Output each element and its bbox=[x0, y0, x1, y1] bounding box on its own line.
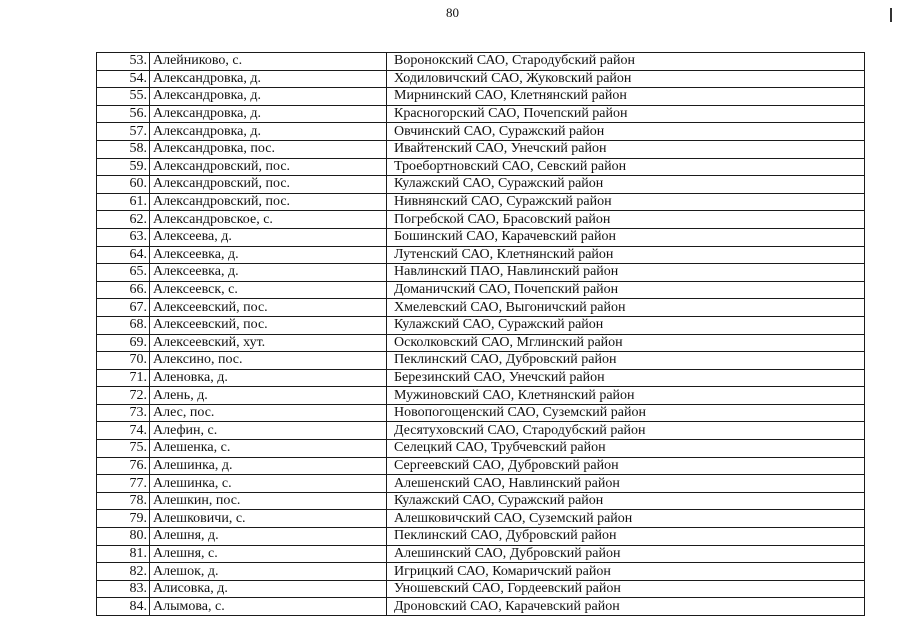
administrative-unit: Алешенский САО, Навлинский район bbox=[387, 475, 865, 493]
row-number: 82. bbox=[97, 563, 150, 581]
row-number: 74. bbox=[97, 422, 150, 440]
administrative-unit: Ходиловичский САО, Жуковский район bbox=[387, 70, 865, 88]
administrative-unit: Алешинский САО, Дубровский район bbox=[387, 545, 865, 563]
row-number: 77. bbox=[97, 475, 150, 493]
row-number: 67. bbox=[97, 299, 150, 317]
settlement-name: Алексеевск, с. bbox=[150, 281, 387, 299]
table-row bbox=[97, 140, 865, 158]
row-number: 72. bbox=[97, 387, 150, 405]
table-row bbox=[97, 264, 865, 282]
administrative-unit: Пеклинский САО, Дубровский район bbox=[387, 528, 865, 546]
administrative-unit: Селецкий САО, Трубчевский район bbox=[387, 440, 865, 458]
administrative-unit: Сергеевский САО, Дубровский район bbox=[387, 457, 865, 475]
settlement-name: Алешинка, с. bbox=[150, 475, 387, 493]
row-number: 65. bbox=[97, 264, 150, 282]
row-number: 83. bbox=[97, 580, 150, 598]
administrative-unit: Хмелевский САО, Выгоничский район bbox=[387, 299, 865, 317]
table-row bbox=[97, 105, 865, 123]
page-number: 80 bbox=[446, 5, 459, 20]
row-number: 61. bbox=[97, 193, 150, 211]
row-number: 54. bbox=[97, 70, 150, 88]
table-row bbox=[97, 316, 865, 334]
row-number: 73. bbox=[97, 404, 150, 422]
administrative-unit: Навлинский ПАО, Навлинский район bbox=[387, 264, 865, 282]
settlement-name: Алефин, с. bbox=[150, 422, 387, 440]
row-number: 68. bbox=[97, 316, 150, 334]
table-row bbox=[97, 70, 865, 88]
settlement-table-body bbox=[97, 53, 865, 616]
administrative-unit: Дроновский САО, Карачевский район bbox=[387, 598, 865, 616]
table-row bbox=[97, 598, 865, 616]
row-number: 59. bbox=[97, 158, 150, 176]
table-row bbox=[97, 211, 865, 229]
table-row bbox=[97, 475, 865, 493]
administrative-unit: Осколковский САО, Мглинский район bbox=[387, 334, 865, 352]
table-row bbox=[97, 369, 865, 387]
scan-margin-mark bbox=[890, 8, 892, 22]
table-row bbox=[97, 580, 865, 598]
administrative-unit: Уношевский САО, Гордеевский район bbox=[387, 580, 865, 598]
table-row bbox=[97, 123, 865, 141]
settlement-name: Алешинка, д. bbox=[150, 457, 387, 475]
settlement-name: Александровский, пос. bbox=[150, 193, 387, 211]
table-row bbox=[97, 457, 865, 475]
settlement-name: Алисовка, д. bbox=[150, 580, 387, 598]
row-number: 56. bbox=[97, 105, 150, 123]
settlement-name: Алексеевский, пос. bbox=[150, 299, 387, 317]
row-number: 62. bbox=[97, 211, 150, 229]
administrative-unit: Мирнинский САО, Клетнянский район bbox=[387, 88, 865, 106]
administrative-unit: Мужиновский САО, Клетнянский район bbox=[387, 387, 865, 405]
table-row bbox=[97, 228, 865, 246]
row-number: 76. bbox=[97, 457, 150, 475]
settlement-name: Алешня, д. bbox=[150, 528, 387, 546]
settlement-name: Алексеевка, д. bbox=[150, 246, 387, 264]
administrative-unit: Лутенский САО, Клетнянский район bbox=[387, 246, 865, 264]
row-number: 64. bbox=[97, 246, 150, 264]
settlement-table bbox=[96, 52, 865, 616]
settlement-name: Александровский, пос. bbox=[150, 158, 387, 176]
administrative-unit: Погребской САО, Брасовский район bbox=[387, 211, 865, 229]
settlement-name: Александровский, пос. bbox=[150, 176, 387, 194]
table-row bbox=[97, 510, 865, 528]
administrative-unit: Десятуховский САО, Стародубский район bbox=[387, 422, 865, 440]
table-row bbox=[97, 53, 865, 71]
administrative-unit: Бошинский САО, Карачевский район bbox=[387, 228, 865, 246]
settlement-name: Алешковичи, с. bbox=[150, 510, 387, 528]
settlement-name: Алешенка, с. bbox=[150, 440, 387, 458]
administrative-unit: Троебортновский САО, Севский район bbox=[387, 158, 865, 176]
administrative-unit: Овчинский САО, Суражский район bbox=[387, 123, 865, 141]
settlement-name: Алень, д. bbox=[150, 387, 387, 405]
administrative-unit: Березинский САО, Унечский район bbox=[387, 369, 865, 387]
table-row bbox=[97, 404, 865, 422]
settlement-name: Алексеева, д. bbox=[150, 228, 387, 246]
row-number: 66. bbox=[97, 281, 150, 299]
row-number: 70. bbox=[97, 352, 150, 370]
settlement-name: Александровское, с. bbox=[150, 211, 387, 229]
row-number: 57. bbox=[97, 123, 150, 141]
administrative-unit: Воронокский САО, Стародубский район bbox=[387, 53, 865, 71]
row-number: 63. bbox=[97, 228, 150, 246]
administrative-unit: Алешковичский САО, Суземский район bbox=[387, 510, 865, 528]
administrative-unit: Кулажский САО, Суражский район bbox=[387, 492, 865, 510]
settlement-name: Александровка, д. bbox=[150, 105, 387, 123]
row-number: 78. bbox=[97, 492, 150, 510]
administrative-unit: Ивайтенский САО, Унечский район bbox=[387, 140, 865, 158]
table-row bbox=[97, 440, 865, 458]
settlement-name: Алешня, с. bbox=[150, 545, 387, 563]
table-row bbox=[97, 246, 865, 264]
row-number: 58. bbox=[97, 140, 150, 158]
row-number: 69. bbox=[97, 334, 150, 352]
row-number: 79. bbox=[97, 510, 150, 528]
row-number: 81. bbox=[97, 545, 150, 563]
settlement-name: Алешок, д. bbox=[150, 563, 387, 581]
table-row bbox=[97, 158, 865, 176]
table-row bbox=[97, 193, 865, 211]
settlement-name: Алексино, пос. bbox=[150, 352, 387, 370]
administrative-unit: Новопогощенский САО, Суземский район bbox=[387, 404, 865, 422]
table-row bbox=[97, 176, 865, 194]
table-row bbox=[97, 422, 865, 440]
administrative-unit: Кулажский САО, Суражский район bbox=[387, 176, 865, 194]
administrative-unit: Доманичский САО, Почепский район bbox=[387, 281, 865, 299]
table-row bbox=[97, 299, 865, 317]
administrative-unit: Кулажский САО, Суражский район bbox=[387, 316, 865, 334]
row-number: 53. bbox=[97, 53, 150, 71]
settlement-name: Алес, пос. bbox=[150, 404, 387, 422]
settlement-name: Алексеевский, хут. bbox=[150, 334, 387, 352]
table-row bbox=[97, 387, 865, 405]
table-row bbox=[97, 545, 865, 563]
row-number: 80. bbox=[97, 528, 150, 546]
row-number: 75. bbox=[97, 440, 150, 458]
row-number: 60. bbox=[97, 176, 150, 194]
settlement-name: Александровка, пос. bbox=[150, 140, 387, 158]
row-number: 71. bbox=[97, 369, 150, 387]
table-row bbox=[97, 281, 865, 299]
settlement-name: Аленовка, д. bbox=[150, 369, 387, 387]
table-row bbox=[97, 528, 865, 546]
table-row bbox=[97, 88, 865, 106]
table-row bbox=[97, 334, 865, 352]
settlement-name: Александровка, д. bbox=[150, 88, 387, 106]
table-row bbox=[97, 352, 865, 370]
administrative-unit: Красногорский САО, Почепский район bbox=[387, 105, 865, 123]
row-number: 84. bbox=[97, 598, 150, 616]
administrative-unit: Пеклинский САО, Дубровский район bbox=[387, 352, 865, 370]
administrative-unit: Игрицкий САО, Комаричский район bbox=[387, 563, 865, 581]
table-row bbox=[97, 563, 865, 581]
settlement-name: Александровка, д. bbox=[150, 123, 387, 141]
settlement-name: Александровка, д. bbox=[150, 70, 387, 88]
settlement-name: Алейниково, с. bbox=[150, 53, 387, 71]
settlement-name: Алымова, с. bbox=[150, 598, 387, 616]
settlement-name: Алешкин, пос. bbox=[150, 492, 387, 510]
table-row bbox=[97, 492, 865, 510]
settlement-name: Алексеевский, пос. bbox=[150, 316, 387, 334]
row-number: 55. bbox=[97, 88, 150, 106]
settlement-name: Алексеевка, д. bbox=[150, 264, 387, 282]
administrative-unit: Нивнянский САО, Суражский район bbox=[387, 193, 865, 211]
